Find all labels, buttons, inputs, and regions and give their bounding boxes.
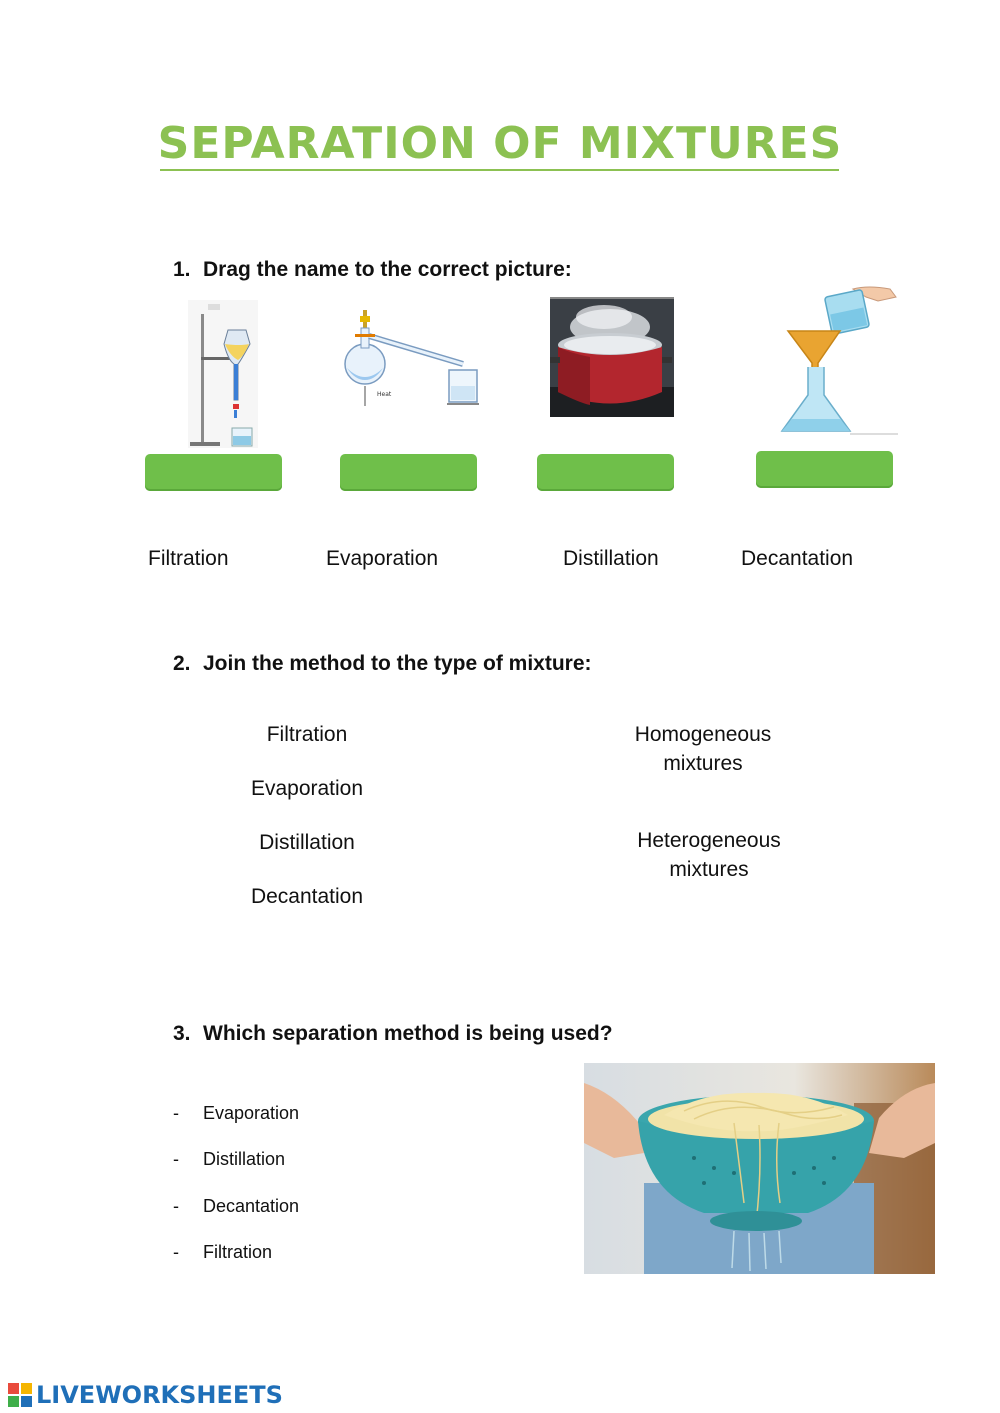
question-1-text: Drag the name to the correct picture: (203, 258, 572, 281)
drag-option-filtration[interactable]: Filtration (148, 547, 229, 570)
question-2-text: Join the method to the type of mixture: (203, 652, 592, 675)
choice-decantation[interactable] (173, 1196, 299, 1217)
question-1 (173, 258, 572, 282)
drop-zone-1[interactable] (145, 454, 282, 491)
funnel-flask-image (778, 285, 898, 437)
join-type-heterogeneous-line1: Heterogeneous (637, 829, 781, 852)
drag-option-evaporation[interactable]: Evaporation (326, 547, 439, 570)
drop-zone-4[interactable] (756, 451, 893, 488)
page-title: SEPARATION OF MIXTURES (157, 118, 843, 169)
choice-label: Filtration (203, 1242, 273, 1262)
question-1-number: 1. (173, 258, 191, 281)
question-2 (173, 652, 592, 676)
drop-zone-3[interactable] (537, 454, 674, 491)
join-type-heterogeneous-line2: mixtures (669, 858, 749, 881)
colander-pasta-image (584, 1063, 935, 1274)
choice-dash: - (173, 1196, 179, 1216)
join-type-heterogeneous[interactable] (609, 826, 809, 884)
join-type-homogeneous-line2: mixtures (663, 752, 743, 775)
boiling-pot-image (550, 297, 674, 417)
choice-label: Evaporation (203, 1103, 300, 1123)
drag-option-decantation[interactable]: Decantation (741, 547, 854, 570)
choice-dash: - (173, 1103, 179, 1123)
question-3 (173, 1022, 613, 1046)
drag-option-distillation[interactable]: Distillation (563, 547, 659, 570)
choice-label: Distillation (203, 1149, 286, 1169)
title-underline (160, 169, 839, 171)
liveworksheets-logo-icon (8, 1383, 32, 1407)
join-method-distillation[interactable]: Distillation (259, 831, 355, 854)
choice-dash: - (173, 1242, 179, 1262)
join-type-homogeneous[interactable] (603, 720, 803, 778)
choice-dash: - (173, 1149, 179, 1169)
choice-label: Decantation (203, 1196, 300, 1216)
join-method-decantation[interactable]: Decantation (250, 885, 364, 908)
choice-evaporation[interactable] (173, 1103, 299, 1124)
choice-filtration[interactable] (173, 1242, 272, 1263)
distillation-apparatus-image (335, 306, 480, 414)
separating-funnel-image (188, 300, 258, 448)
join-type-homogeneous-line1: Homogeneous (634, 723, 772, 746)
join-method-evaporation[interactable]: Evaporation (250, 777, 364, 800)
drop-zone-2[interactable] (340, 454, 477, 491)
heat-label: Heat (377, 391, 392, 398)
question-3-number: 3. (173, 1022, 191, 1045)
footer-logo (8, 1380, 283, 1410)
join-method-filtration[interactable]: Filtration (266, 723, 348, 746)
footer-brand: LIVEWORKSHEETS (36, 1381, 283, 1409)
question-2-number: 2. (173, 652, 191, 675)
choice-distillation[interactable] (173, 1149, 285, 1170)
question-3-text: Which separation method is being used? (203, 1022, 613, 1045)
